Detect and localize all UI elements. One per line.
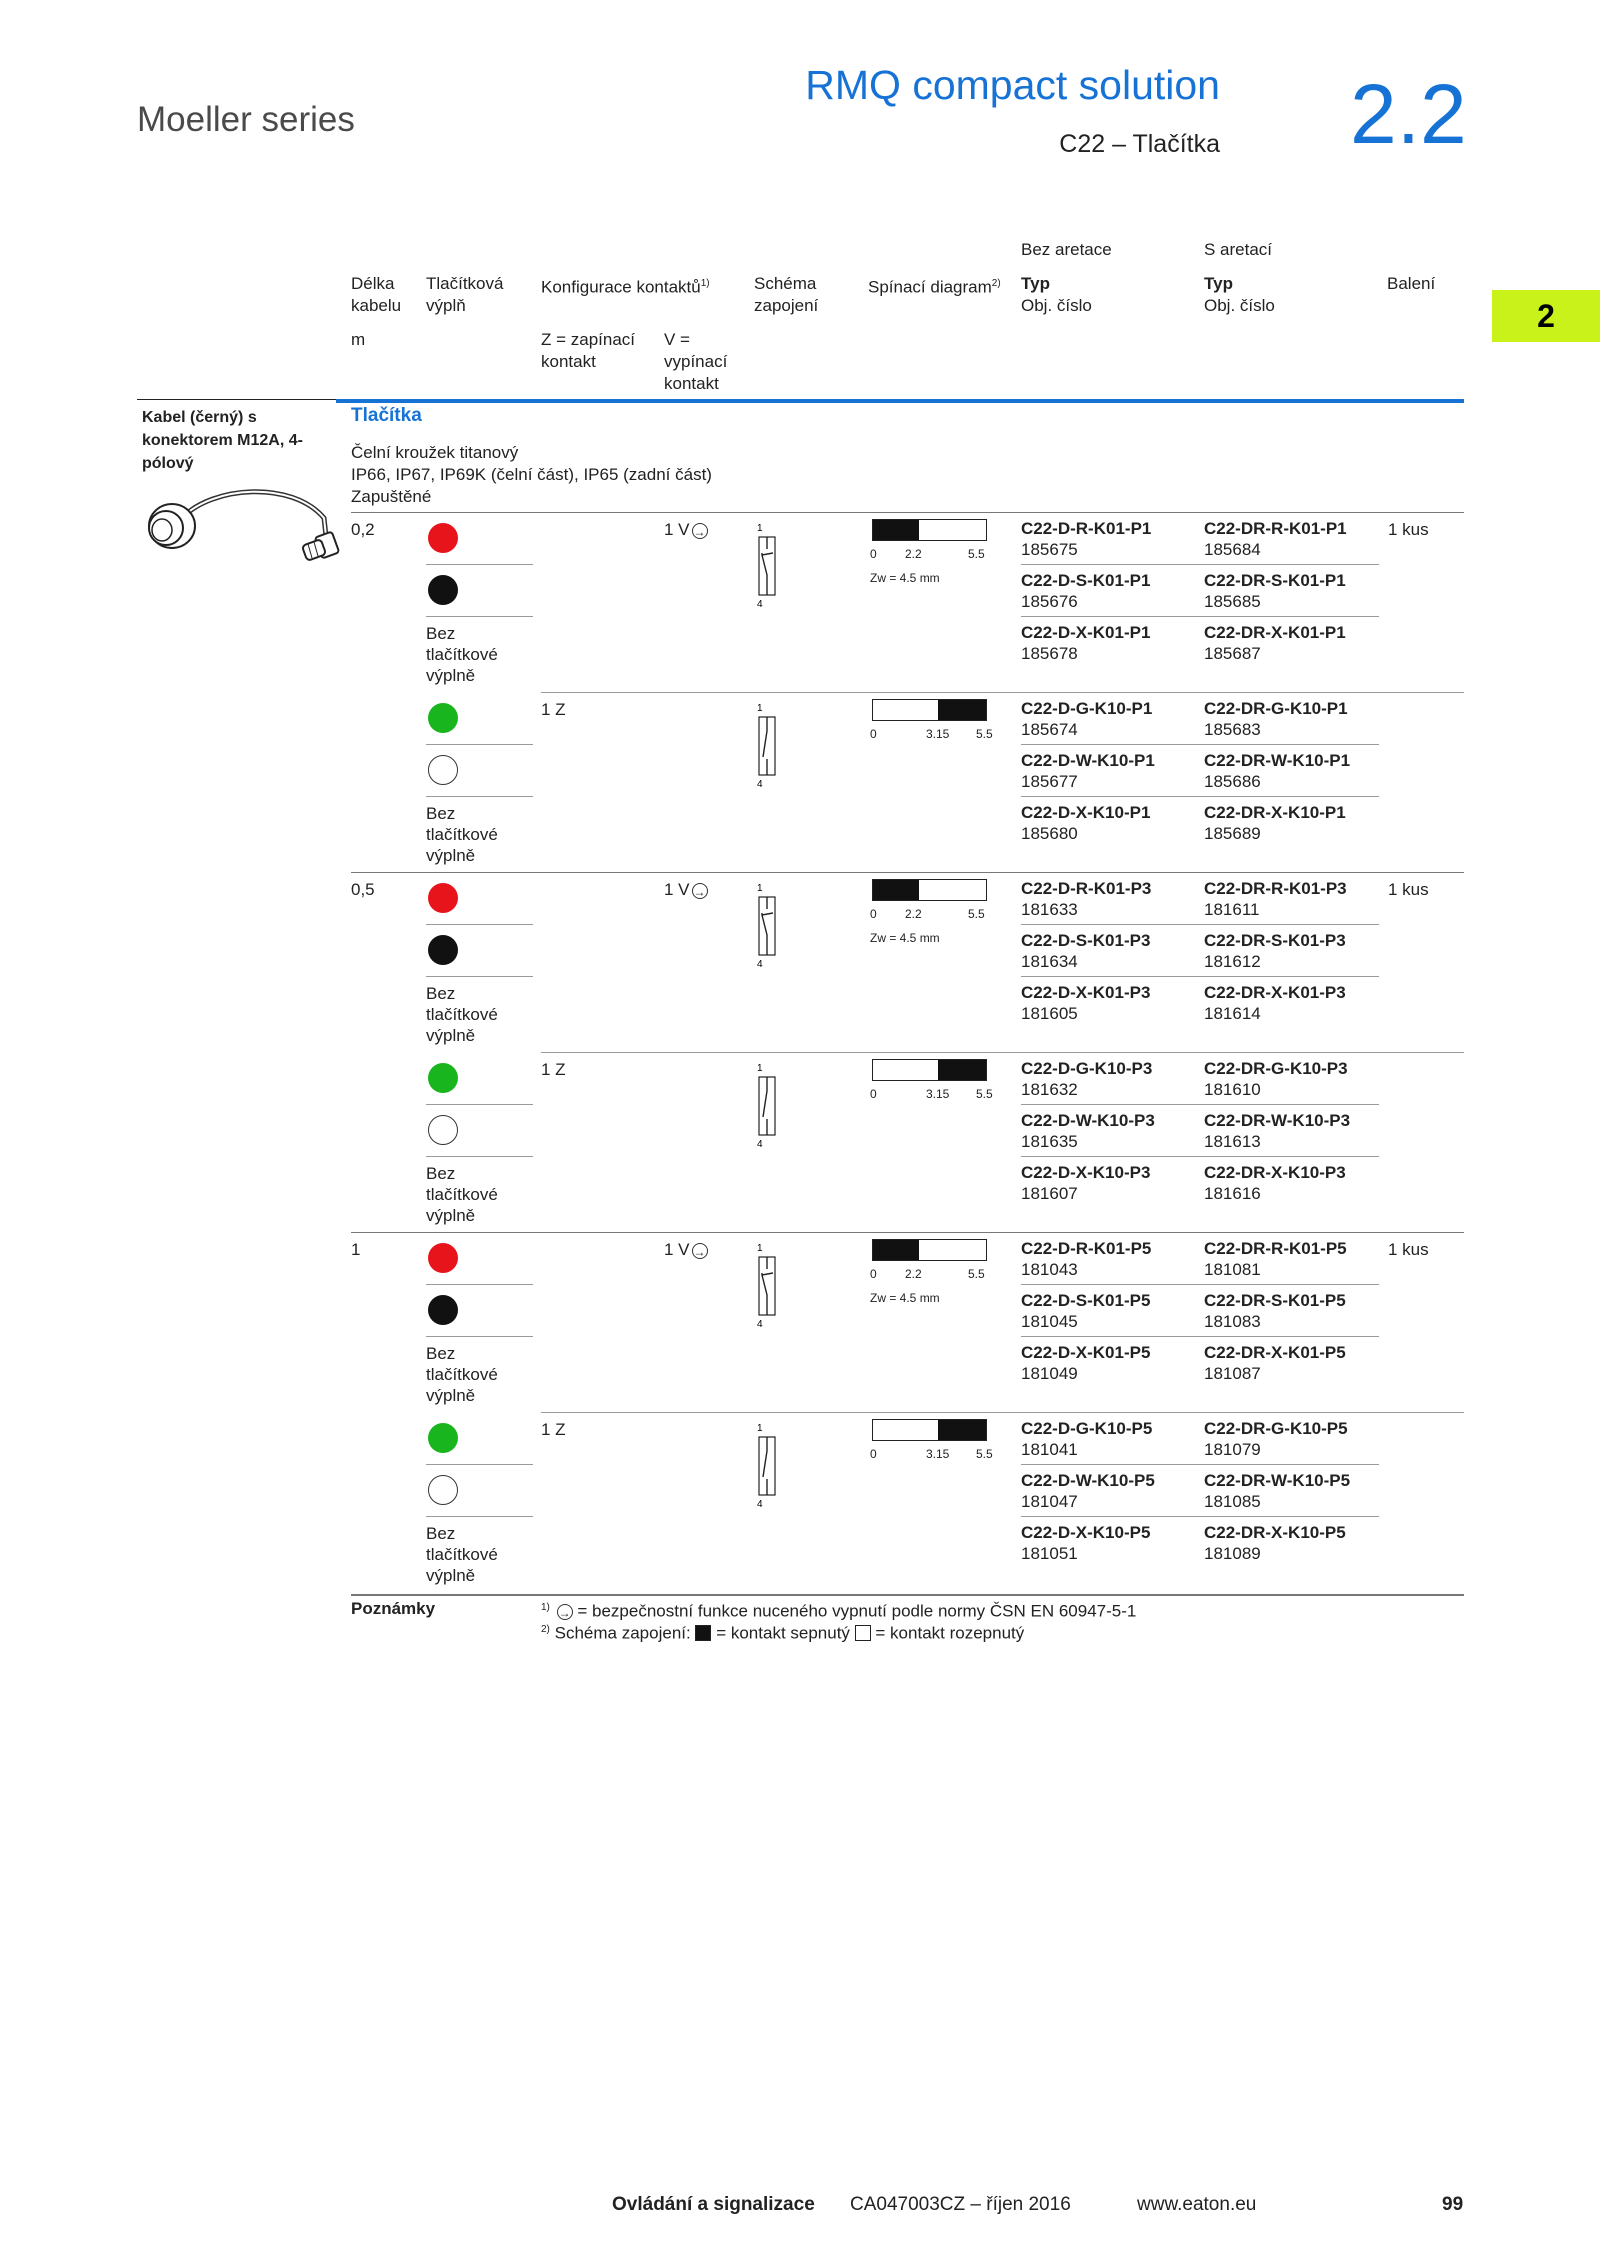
diagram-tick-label: 0: [870, 1267, 877, 1281]
part-number[interactable]: C22-D-X-K10-P3: [1021, 1163, 1151, 1182]
packing-quantity: 1 kus: [1388, 1240, 1429, 1259]
part-number[interactable]: C22-D-W-K10-P5: [1021, 1471, 1155, 1490]
order-number: 181635: [1021, 1132, 1078, 1151]
diagram-tick-label: 0: [870, 727, 877, 741]
no-fill-label: Bez tlačítkové výplně: [426, 1344, 498, 1405]
part-row-divider: [1021, 564, 1379, 565]
order-number-latching: 185683: [1204, 720, 1261, 739]
schema-terminal-bottom: 4: [757, 779, 763, 789]
note-2: $^{2)}$ Schéma zapojení: = kontakt sepnutý = kontakt rozepnutý: [541, 1623, 1025, 1643]
no-fill-label: Bez tlačítkové výplně: [426, 984, 498, 1045]
order-number-latching: 181616: [1204, 1184, 1261, 1203]
part-number-latching[interactable]: C22-DR-S-K01-P5: [1204, 1291, 1346, 1310]
order-number: 185674: [1021, 720, 1078, 739]
part-number-latching[interactable]: C22-DR-W-K10-P1: [1204, 751, 1351, 770]
part-number[interactable]: C22-D-R-K01-P3: [1021, 879, 1152, 898]
fill-row-divider: [426, 744, 533, 745]
green-button-fill-icon: [428, 1423, 458, 1453]
part-number[interactable]: C22-D-X-K01-P5: [1021, 1343, 1151, 1362]
contact-config-no: 1 Z: [541, 1420, 566, 1439]
part-number-latching[interactable]: C22-DR-R-K01-P1: [1204, 519, 1347, 538]
order-number-latching: 185685: [1204, 592, 1261, 611]
red-button-fill-icon: [428, 883, 458, 913]
footer-section: Ovládání a signalizace: [612, 2194, 815, 2215]
part-number-latching[interactable]: C22-DR-S-K01-P3: [1204, 931, 1346, 950]
header-s-aretaci: S aretací: [1204, 240, 1273, 259]
contact-config-label: 1 V: [664, 880, 690, 899]
header-obj-cislo-s: Obj. číslo: [1204, 296, 1275, 315]
part-number-latching[interactable]: C22-DR-X-K10-P1: [1204, 803, 1346, 822]
order-number-latching: 185684: [1204, 540, 1261, 559]
schema-terminal-top: 1: [757, 523, 763, 534]
part-number-latching[interactable]: C22-DR-G-K10-P3: [1204, 1059, 1348, 1078]
contact-config-nc: [664, 519, 708, 540]
header-typ: Typ: [1021, 274, 1050, 293]
page-title: RMQ compact solution: [805, 62, 1220, 108]
part-number[interactable]: C22-D-X-K01-P3: [1021, 983, 1151, 1002]
fill-row-divider: [426, 1464, 533, 1465]
order-number: 181045: [1021, 1312, 1078, 1331]
diagram-closed-segment: [938, 1060, 986, 1080]
order-number-latching: 185689: [1204, 824, 1261, 843]
fill-row-divider: [426, 1284, 533, 1285]
diagram-closed-segment: [873, 880, 919, 900]
switching-diagram-no: [872, 1059, 987, 1081]
green-button-fill-icon: [428, 703, 458, 733]
subgroup-divider: [541, 1412, 1464, 1413]
header-unit-m: m: [351, 330, 366, 349]
diagram-tick-label: 5.5: [968, 1267, 985, 1281]
switching-diagram-nc: [872, 519, 987, 541]
part-number-latching[interactable]: C22-DR-X-K01-P3: [1204, 983, 1346, 1002]
part-row-divider: [1021, 1516, 1379, 1517]
desc-line-2: IP66, IP67, IP69K (čelní část), IP65 (zadní část): [351, 465, 712, 484]
header-konfigurace: Konfigurace kontaktů$^{1)}$: [541, 277, 710, 297]
diagram-tick-label: 5.5: [976, 1087, 993, 1101]
cable-connector-image: [142, 478, 342, 573]
fill-row-divider: [426, 1156, 533, 1157]
desc-line-3: Zapuštěné: [351, 487, 432, 506]
positive-opening-icon: →: [693, 524, 706, 539]
footer-url[interactable]: www.eaton.eu: [1137, 2194, 1257, 2215]
diagram-closed-segment: [873, 1240, 919, 1260]
no-fill-label: Bez tlačítkové výplně: [426, 804, 498, 865]
header-obj-cislo: Obj. číslo: [1021, 296, 1092, 315]
diagram-closed-segment: [938, 1420, 986, 1440]
contact-config-no: 1 Z: [541, 1060, 566, 1079]
fill-row-divider: [426, 1516, 533, 1517]
fill-row-divider: [426, 924, 533, 925]
part-row-divider: [1021, 924, 1379, 925]
diagram-closed-segment: [873, 520, 919, 540]
black-button-fill-icon: [428, 1295, 458, 1325]
part-number[interactable]: C22-D-S-K01-P5: [1021, 1291, 1151, 1310]
group-divider: [351, 512, 1464, 513]
part-row-divider: [1021, 616, 1379, 617]
contact-config-label: 1 V: [664, 1240, 690, 1259]
diagram-tick-label: 2.2: [905, 907, 922, 921]
red-button-fill-icon: [428, 523, 458, 553]
order-number-latching: 181612: [1204, 952, 1261, 971]
part-number[interactable]: C22-D-X-K10-P1: [1021, 803, 1151, 822]
contact-config-nc: [664, 1239, 708, 1260]
schema-terminal-top: 1: [757, 883, 763, 894]
order-number: 181051: [1021, 1544, 1078, 1563]
diagram-tick-label: 3.15: [926, 1087, 950, 1101]
no-fill-label: Bez tlačítkové výplně: [426, 624, 498, 685]
order-number: 181634: [1021, 952, 1078, 971]
header-bez-aretace: Bez aretace: [1021, 240, 1112, 259]
white-button-fill-icon: [428, 1475, 458, 1505]
diagram-tick-label: 3.15: [926, 727, 950, 741]
order-number: 185678: [1021, 644, 1078, 663]
diagram-tick-label: 5.5: [968, 547, 985, 561]
note-1: $^{1)}$ → = bezpečnostní funkce nuceného vypnutí podle normy ČSN EN 60947-5-1: [541, 1601, 1137, 1621]
group-divider: [351, 872, 1464, 873]
switching-diagram-no: [872, 1419, 987, 1441]
white-button-fill-icon: [428, 755, 458, 785]
section-description: [351, 442, 712, 508]
diagram-tick-label: 0: [870, 1447, 877, 1461]
black-button-fill-icon: [428, 935, 458, 965]
diagram-tick-label: 0: [870, 1087, 877, 1101]
red-button-fill-icon: [428, 1243, 458, 1273]
part-row-divider: [1021, 744, 1379, 745]
contact-config-label: 1 V: [664, 520, 690, 539]
part-row-divider: [1021, 1336, 1379, 1337]
open-contact-square-icon: [855, 1625, 871, 1641]
notes-divider: [351, 1594, 1464, 1596]
fill-row-divider: [426, 1104, 533, 1105]
diagram-tick-label: 3.15: [926, 1447, 950, 1461]
fill-row-divider: [426, 976, 533, 977]
order-number: 185676: [1021, 592, 1078, 611]
order-number-latching: 181087: [1204, 1364, 1261, 1383]
subgroup-divider: [541, 692, 1464, 693]
order-number: 181047: [1021, 1492, 1078, 1511]
order-number: 185680: [1021, 824, 1078, 843]
part-number-latching[interactable]: C22-DR-G-K10-P1: [1204, 699, 1348, 718]
part-number[interactable]: C22-D-R-K01-P5: [1021, 1239, 1152, 1258]
part-row-divider: [1021, 976, 1379, 977]
packing-quantity: 1 kus: [1388, 520, 1429, 539]
header-divider: [336, 399, 1464, 403]
group-divider: [351, 1232, 1464, 1233]
part-number[interactable]: C22-D-S-K01-P1: [1021, 571, 1151, 590]
notes-label: Poznámky: [351, 1599, 436, 1618]
diagram-zw-label: Zw = 4.5 mm: [870, 1291, 940, 1305]
part-number-latching[interactable]: C22-DR-G-K10-P5: [1204, 1419, 1348, 1438]
part-row-divider: [1021, 1464, 1379, 1465]
chapter-tab[interactable]: 2: [1492, 290, 1600, 342]
part-number-latching[interactable]: C22-DR-W-K10-P3: [1204, 1111, 1351, 1130]
order-number-latching: 181614: [1204, 1004, 1261, 1023]
schema-terminal-bottom: 4: [757, 1499, 763, 1509]
cable-length: 0,2: [351, 520, 375, 539]
part-number-latching[interactable]: C22-DR-R-K01-P3: [1204, 879, 1347, 898]
packing-quantity: 1 kus: [1388, 880, 1429, 899]
header-delka-kabelu: Délka kabelu: [351, 274, 402, 315]
part-number[interactable]: C22-D-W-K10-P3: [1021, 1111, 1155, 1130]
contact-config-no: 1 Z: [541, 700, 566, 719]
part-number-latching[interactable]: C22-DR-S-K01-P1: [1204, 571, 1346, 590]
white-button-fill-icon: [428, 1115, 458, 1145]
closed-contact-square-icon: [695, 1625, 711, 1641]
order-number: 181632: [1021, 1080, 1078, 1099]
diagram-tick-label: 0: [870, 907, 877, 921]
positive-opening-icon: →: [558, 1606, 571, 1621]
header-spinaci-diagram: Spínací diagram$^{2)}$: [868, 277, 1001, 297]
order-number: 181607: [1021, 1184, 1078, 1203]
nc-contact-schema-icon: [752, 879, 792, 974]
diagram-zw-label: Zw = 4.5 mm: [870, 931, 940, 945]
switching-diagram-nc: [872, 879, 987, 901]
subgroup-divider: [541, 1052, 1464, 1053]
series-name: Moeller series: [137, 100, 355, 139]
green-button-fill-icon: [428, 1063, 458, 1093]
part-number-latching[interactable]: C22-DR-X-K10-P3: [1204, 1163, 1346, 1182]
schema-terminal-bottom: 4: [757, 959, 763, 969]
positive-opening-icon: →: [693, 1244, 706, 1259]
part-number-latching[interactable]: C22-DR-X-K01-P1: [1204, 623, 1346, 642]
footer-page: 99: [1442, 2194, 1464, 2215]
part-number[interactable]: C22-D-G-K10-P3: [1021, 1059, 1153, 1078]
part-number[interactable]: C22-D-W-K10-P1: [1021, 751, 1155, 770]
section-title: Tlačítka: [351, 405, 422, 426]
header-v-definition: V = vypínací kontakt: [664, 330, 728, 393]
no-fill-label: Bez tlačítkové výplně: [426, 1524, 498, 1585]
positive-opening-icon: →: [693, 884, 706, 899]
part-row-divider: [1021, 1284, 1379, 1285]
part-number-latching[interactable]: C22-DR-W-K10-P5: [1204, 1471, 1351, 1490]
part-number-latching[interactable]: C22-DR-R-K01-P5: [1204, 1239, 1347, 1258]
diagram-tick-label: 2.2: [905, 1267, 922, 1281]
order-number: 185675: [1021, 540, 1078, 559]
fill-row-divider: [426, 564, 533, 565]
order-number: 185677: [1021, 772, 1078, 791]
part-number[interactable]: C22-D-R-K01-P1: [1021, 519, 1152, 538]
order-number-latching: 181611: [1204, 900, 1260, 919]
schema-terminal-bottom: 4: [757, 599, 763, 609]
section-number: 2.2: [1350, 67, 1467, 161]
schema-terminal-top: 1: [757, 1243, 763, 1254]
cable-length: 0,5: [351, 880, 375, 899]
diagram-tick-label: 0: [870, 547, 877, 561]
no-contact-schema-icon: [752, 1059, 792, 1154]
sidebar-divider: [137, 399, 336, 400]
footer-doc: CA047003CZ – říjen 2016: [850, 2194, 1071, 2215]
part-row-divider: [1021, 796, 1379, 797]
diagram-tick-label: 5.5: [976, 727, 993, 741]
schema-terminal-top: 1: [757, 1423, 763, 1434]
desc-line-1: Čelní kroužek titanový: [351, 443, 519, 462]
fill-row-divider: [426, 616, 533, 617]
order-number: 181043: [1021, 1260, 1078, 1279]
order-number-latching: 181610: [1204, 1080, 1261, 1099]
order-number-latching: 185687: [1204, 644, 1261, 663]
order-number-latching: 181085: [1204, 1492, 1261, 1511]
no-contact-schema-icon: [752, 699, 792, 794]
nc-contact-schema-icon: [752, 519, 792, 614]
no-fill-label: Bez tlačítkové výplně: [426, 1164, 498, 1225]
fill-row-divider: [426, 796, 533, 797]
diagram-tick-label: 5.5: [968, 907, 985, 921]
part-number[interactable]: C22-D-X-K10-P5: [1021, 1523, 1151, 1542]
cable-length: 1: [351, 1240, 361, 1259]
part-row-divider: [1021, 1156, 1379, 1157]
diagram-tick-label: 5.5: [976, 1447, 993, 1461]
part-number[interactable]: C22-D-X-K01-P1: [1021, 623, 1151, 642]
nc-contact-schema-icon: [752, 1239, 792, 1334]
order-number: 181633: [1021, 900, 1078, 919]
header-schema: Schéma zapojení: [754, 274, 819, 315]
diagram-zw-label: Zw = 4.5 mm: [870, 571, 940, 585]
switching-diagram-no: [872, 699, 987, 721]
order-number: 181605: [1021, 1004, 1078, 1023]
schema-terminal-top: 1: [757, 1063, 763, 1074]
order-number-latching: 181081: [1204, 1260, 1261, 1279]
part-number[interactable]: C22-D-G-K10-P1: [1021, 699, 1153, 718]
header-tlacitkova-vypln: Tlačítková výplň: [426, 274, 504, 315]
order-number-latching: 185686: [1204, 772, 1261, 791]
order-number: 181049: [1021, 1364, 1078, 1383]
part-number-latching[interactable]: C22-DR-X-K01-P5: [1204, 1343, 1346, 1362]
order-number-latching: 181079: [1204, 1440, 1261, 1459]
header-z-definition: Z = zapínací kontakt: [541, 330, 636, 371]
page-subtitle: C22 – Tlačítka: [1059, 130, 1220, 158]
black-button-fill-icon: [428, 575, 458, 605]
order-number: 181041: [1021, 1440, 1078, 1459]
schema-terminal-bottom: 4: [757, 1319, 763, 1329]
header-baleni: Balení: [1387, 274, 1436, 293]
schema-terminal-top: 1: [757, 703, 763, 714]
diagram-closed-segment: [938, 700, 986, 720]
no-contact-schema-icon: [752, 1419, 792, 1514]
order-number-latching: 181083: [1204, 1312, 1261, 1331]
part-row-divider: [1021, 1104, 1379, 1105]
fill-row-divider: [426, 1336, 533, 1337]
switching-diagram-nc: [872, 1239, 987, 1261]
part-number-latching[interactable]: C22-DR-X-K10-P5: [1204, 1523, 1346, 1542]
contact-config-nc: [664, 879, 708, 900]
header-typ-s: Typ: [1204, 274, 1233, 293]
part-number[interactable]: C22-D-S-K01-P3: [1021, 931, 1151, 950]
part-number[interactable]: C22-D-G-K10-P5: [1021, 1419, 1153, 1438]
schema-terminal-bottom: 4: [757, 1139, 763, 1149]
order-number-latching: 181613: [1204, 1132, 1261, 1151]
sidebar-label: Kabel (černý) s konektorem M12A, 4-pólový: [142, 409, 303, 472]
order-number-latching: 181089: [1204, 1544, 1261, 1563]
diagram-tick-label: 2.2: [905, 547, 922, 561]
